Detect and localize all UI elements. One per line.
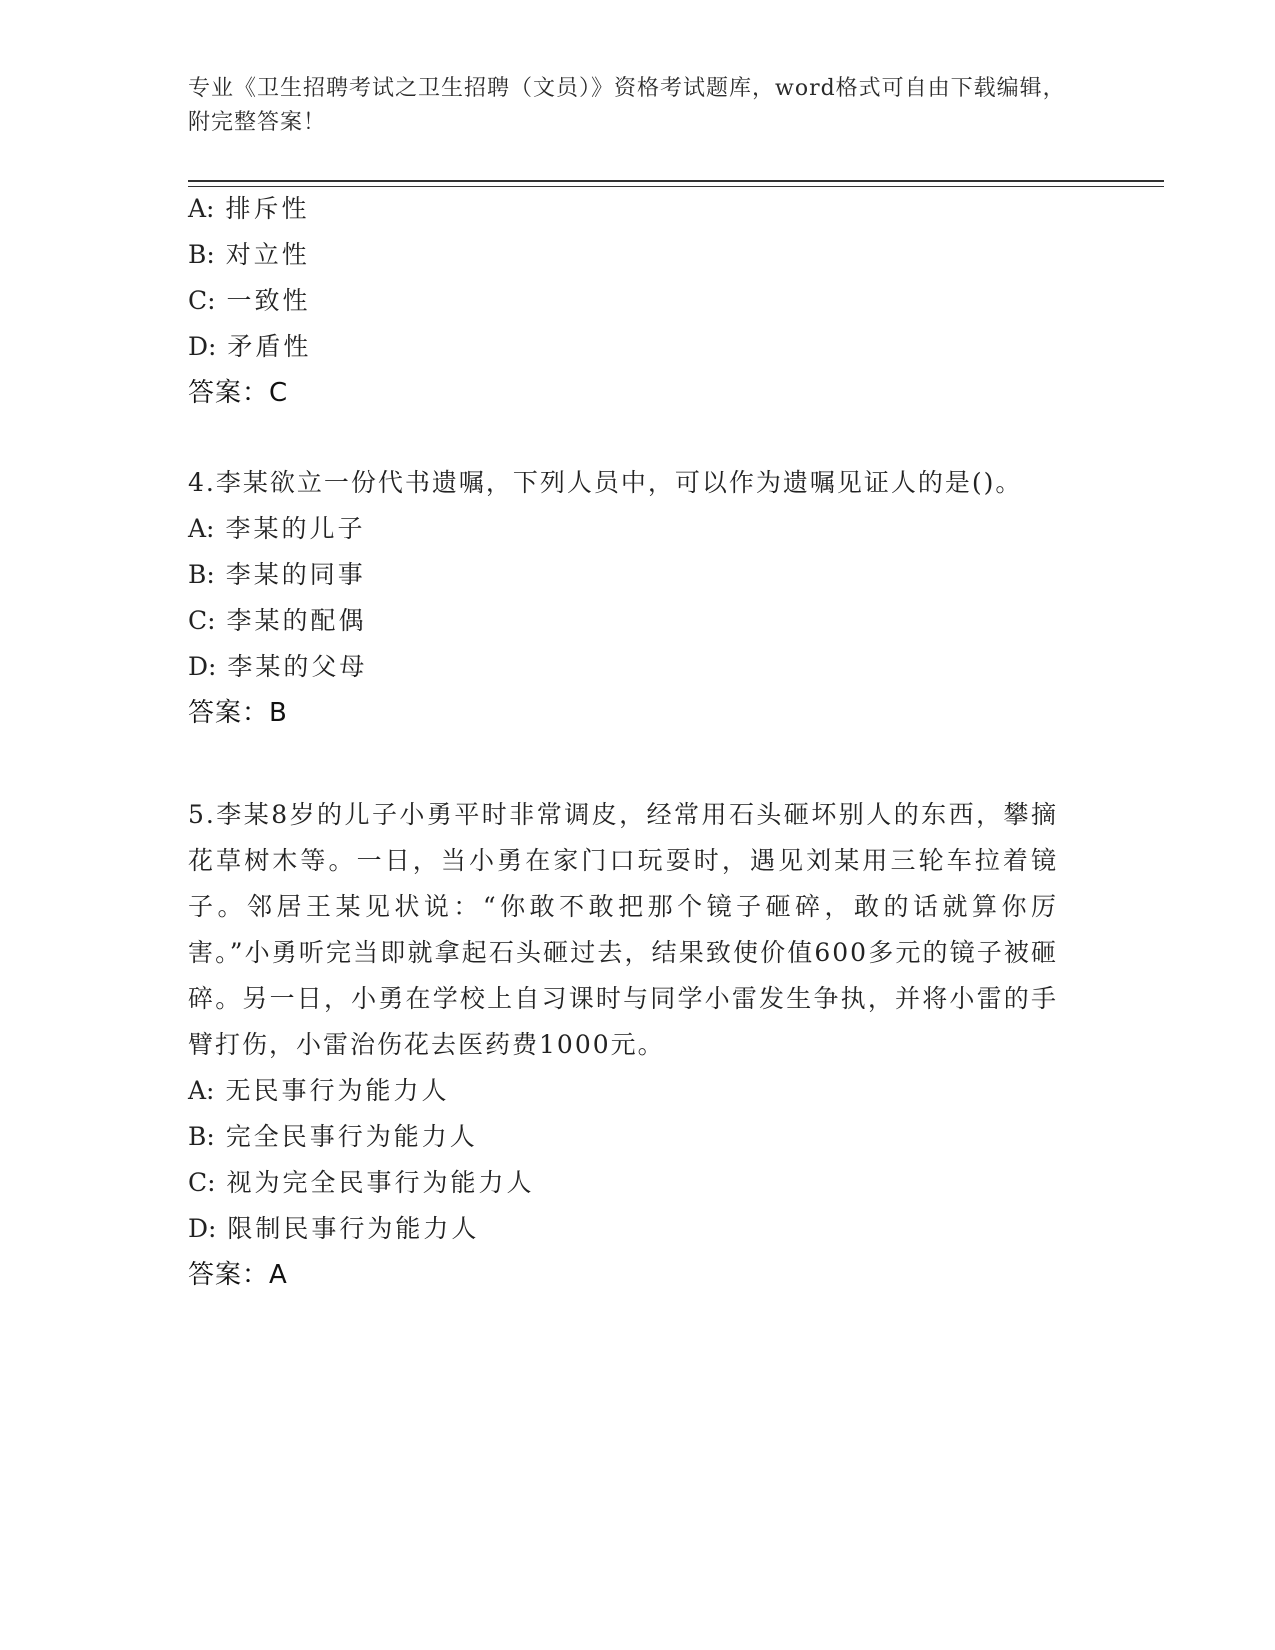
- option-text: 视为完全民事行为能力人: [226, 1168, 535, 1197]
- option-text: 一致性: [226, 286, 311, 315]
- answer-label: 答案：A: [188, 1260, 288, 1290]
- option-key: D:: [188, 332, 217, 361]
- option-text: 李某的同事: [225, 560, 366, 589]
- question-text: 5.李某8岁的儿子小勇平时非常调皮，经常用石头砸坏别人的东西，攀摘花草树木等。一日，当小勇在家门口玩耍时，遇见刘某用三轮车拉着镜子。邻居王某见状说：“你敢不敢把那个镜子砸碎，敢的话就算你厉害。”小勇听完当即就拿起石头砸过去，结果致使价值600多元的镜子被砸碎。另一日，小勇在学校上自习课时与同学小雷发生争执，并将小雷的手臂打伤，小雷治伤花去医药费1000元。: [188, 800, 1058, 1059]
- option-text: 矛盾性: [227, 332, 312, 361]
- option-key: A:: [188, 194, 215, 223]
- option-key: C:: [188, 1168, 216, 1197]
- option-key: A:: [188, 514, 215, 543]
- header-text: 专业《卫生招聘考试之卫生招聘（文员）》资格考试题库，word格式可自由下载编辑，附完整答案！: [188, 76, 1066, 135]
- option-text: 李某的配偶: [226, 606, 367, 635]
- option-d: [188, 324, 1068, 370]
- header-rule-thick: [188, 180, 1164, 182]
- option-d: [188, 1206, 1068, 1252]
- option-text: 无民事行为能力人: [225, 1076, 450, 1105]
- option-a: [188, 1068, 1068, 1114]
- option-key: D:: [188, 1214, 217, 1243]
- answer-label: 答案：C: [188, 378, 289, 408]
- option-c: [188, 278, 1068, 324]
- option-key: B:: [188, 1122, 215, 1151]
- option-c: [188, 1160, 1068, 1206]
- option-text: 李某的父母: [227, 652, 368, 681]
- question-3-block: [188, 186, 1068, 416]
- option-a: [188, 186, 1068, 232]
- option-key: C:: [188, 286, 216, 315]
- option-key: C:: [188, 606, 216, 635]
- option-text: 对立性: [225, 240, 310, 269]
- option-key: D:: [188, 652, 217, 681]
- question-text: 4.李某欲立一份代书遗嘱，下列人员中，可以作为遗嘱见证人的是()。: [188, 468, 1023, 497]
- question-5-block: [188, 792, 1068, 1298]
- option-b: [188, 552, 1068, 598]
- option-c: [188, 598, 1068, 644]
- option-b: [188, 232, 1068, 278]
- question-4-block: [188, 460, 1068, 736]
- option-key: B:: [188, 240, 215, 269]
- option-text: 李某的儿子: [225, 514, 366, 543]
- option-key: B:: [188, 560, 215, 589]
- option-text: 限制民事行为能力人: [227, 1214, 480, 1243]
- document-header: [188, 72, 1088, 140]
- option-text: 排斥性: [225, 194, 310, 223]
- option-a: [188, 506, 1068, 552]
- option-d: [188, 644, 1068, 690]
- option-b: [188, 1114, 1068, 1160]
- option-key: A:: [188, 1076, 215, 1105]
- option-text: 完全民事行为能力人: [225, 1122, 478, 1151]
- answer-label: 答案：B: [188, 698, 288, 728]
